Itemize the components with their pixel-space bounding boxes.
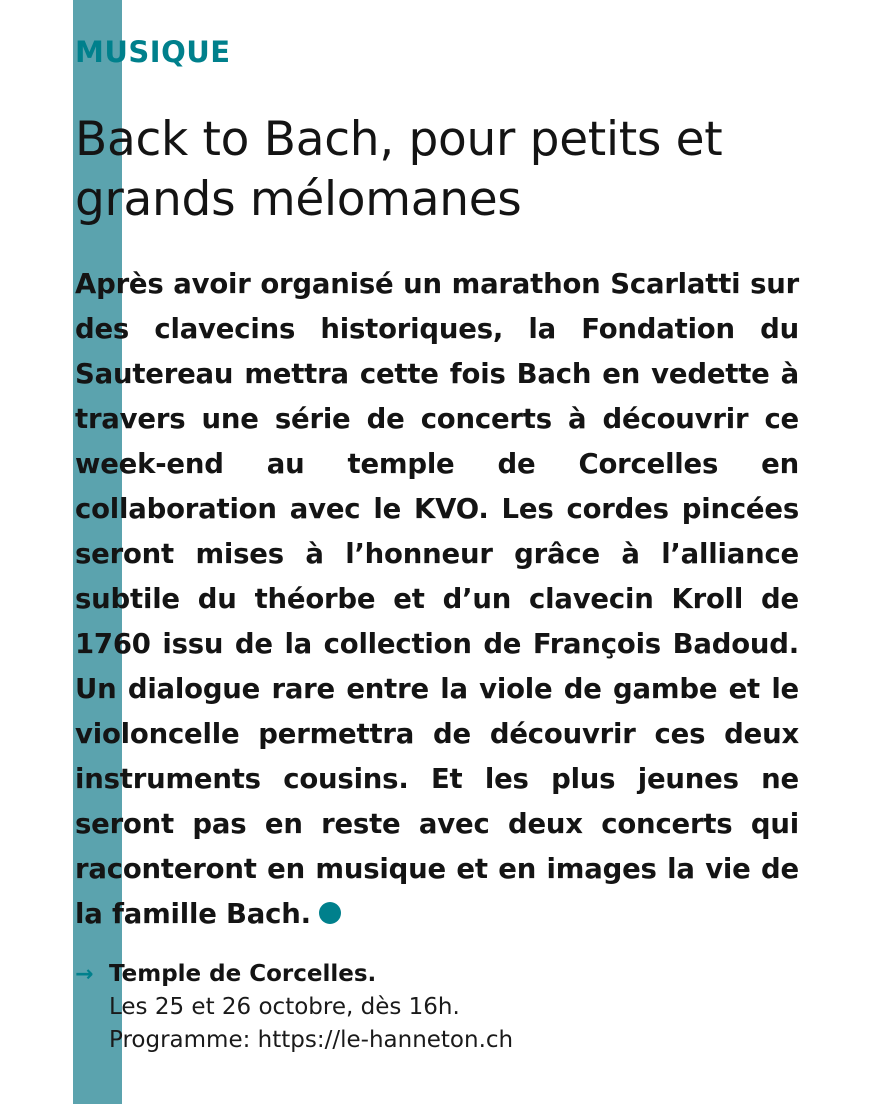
category-label: MUSIQUE [75,35,231,69]
programme-link[interactable]: Programme: https://le-hanneton.ch [109,1027,514,1053]
arrow-right-icon: → [75,962,94,987]
end-mark-dot-icon [319,902,341,924]
article-body [75,262,799,937]
venue-name: Temple de Corcelles. [109,961,377,987]
venue-row [75,958,513,991]
article-title: Back to Bach, pour petits et grands mélomanes [75,112,723,227]
event-info [75,958,513,1057]
event-dates: Les 25 et 26 octobre, dès 16h. [109,994,460,1020]
article-body-text: Après avoir organisé un marathon Scarlatti sur des clavecins historiques, la Fondation du Sautereau mettra cette fois Bach en vedette à travers une série de concerts à découvrir ce week-end au temple de Corcelles en collaboration avec le KVO. Les cordes pincées seront mises à l’honneur grâce à l’alliance subtile du théorbe et d’un clavecin Kroll de 1760 issu de la collection de François Badoud. Un dialogue rare entre la viole de gambe et le violoncelle permettra de découvrir ces deux instruments cousins. Et les plus jeunes ne seront pas en reste avec deux concerts qui raconteront en musique et en images la vie de la famille Bach. [75,268,799,930]
